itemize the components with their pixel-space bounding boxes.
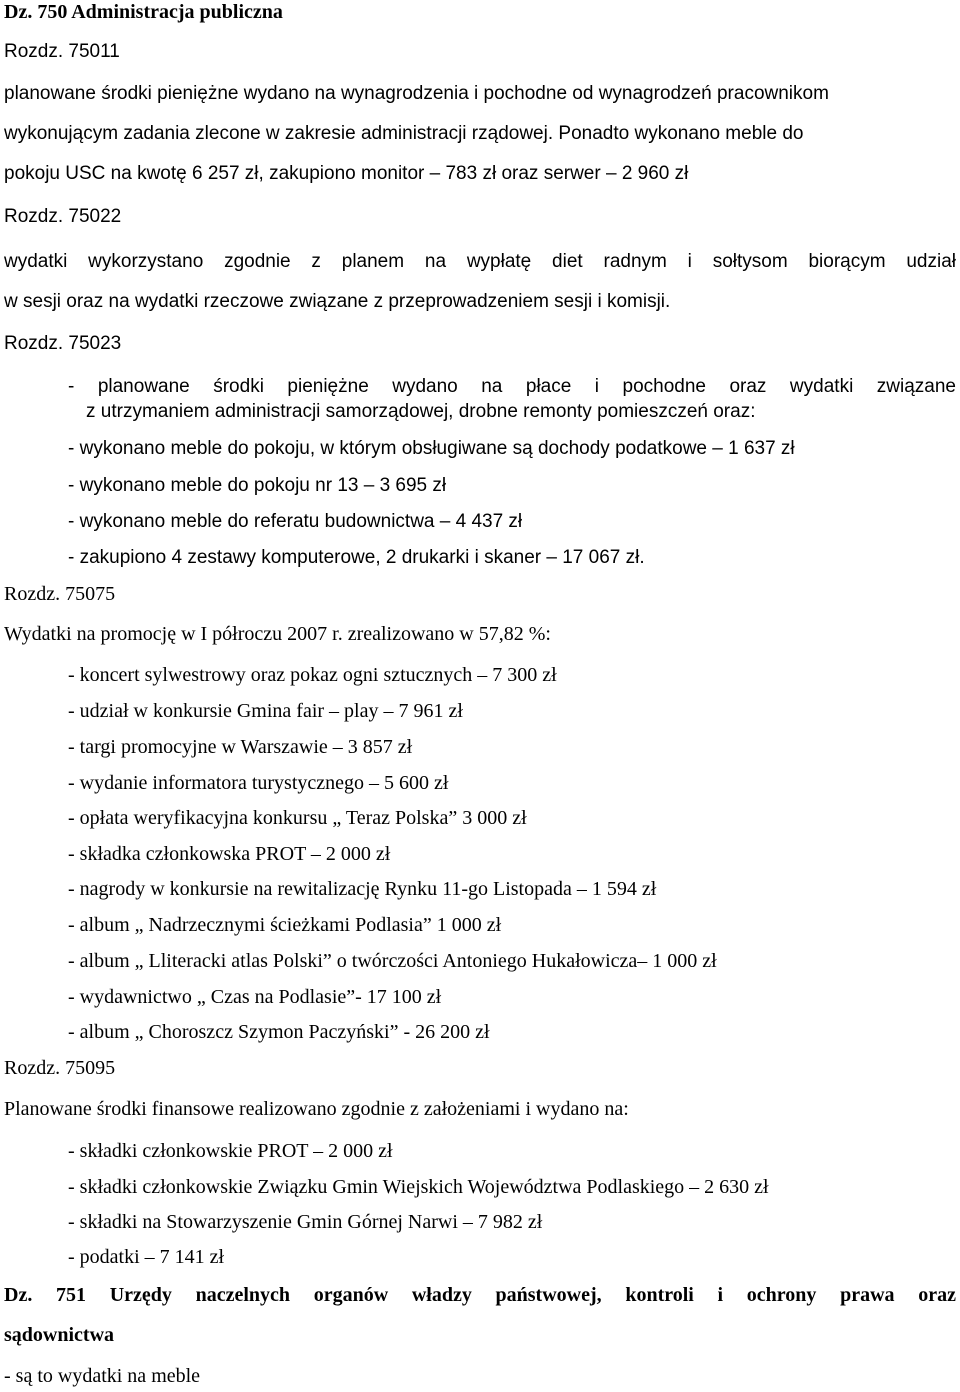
list-item: - wykonano meble do referatu budownictwa – 4 437 zł — [68, 511, 523, 532]
chapter-label-75075: Rozdz. 75075 — [4, 583, 116, 605]
chapter-label-75022: Rozdz. 75022 — [4, 206, 122, 227]
list-item: - album „ Choroszcz Szymon Paczyński” - 26 200 zł — [68, 1021, 490, 1043]
list-item: - udział w konkursie Gmina fair – play – 7 961 zł — [68, 700, 463, 722]
list-item: - zakupiono 4 zestawy komputerowe, 2 drukarki i skaner – 17 067 zł. — [68, 547, 645, 568]
list-item: - album „ Lliteracki atlas Polski” o twórczości Antoniego Hukałowicza– 1 000 zł — [68, 950, 717, 972]
paragraph-line: wykonującym zadania zlecone w zakresie administracji rządowej. Ponadto wykonano meble do — [4, 123, 804, 144]
section-heading-dz751-cont: sądownictwa — [4, 1324, 115, 1346]
list-item: - składki na Stowarzyszenie Gmin Górnej Narwi – 7 982 zł — [68, 1211, 543, 1233]
chapter-label-75095: Rozdz. 75095 — [4, 1057, 116, 1079]
list-item: - wykonano meble do pokoju, w którym obsługiwane są dochody podatkowe – 1 637 zł — [68, 438, 795, 459]
section-heading-dz750: Dz. 750 Administracja publiczna — [4, 1, 283, 23]
section-heading-dz751: Dz. 751 Urzędy naczelnych organów władzy państwowej, kontroli i ochrony prawa oraz — [4, 1284, 956, 1306]
list-item: - podatki – 7 141 zł — [68, 1246, 225, 1268]
paragraph-line: wydatki wykorzystano zgodnie z planem na wypłatę diet radnym i sołtysom biorącym udział — [4, 251, 956, 272]
paragraph-line: Planowane środki finansowe realizowano zgodnie z założeniami i wydano na: — [4, 1098, 629, 1120]
chapter-label-75011: Rozdz. 75011 — [4, 41, 120, 62]
paragraph-line: pokoju USC na kwotę 6 257 zł, zakupiono monitor – 783 zł oraz serwer – 2 960 zł — [4, 163, 689, 184]
paragraph-line: - planowane środki pieniężne wydano na płace i pochodne oraz wydatki związane — [68, 376, 956, 397]
chapter-label-75023: Rozdz. 75023 — [4, 333, 122, 354]
list-item: - wydawnictwo „ Czas na Podlasie”- 17 100 zł — [68, 986, 442, 1008]
paragraph-line: z utrzymaniem administracji samorządowej, drobne remonty pomieszczeń oraz: — [86, 401, 756, 422]
list-item: - składka członkowska PROT – 2 000 zł — [68, 843, 391, 865]
paragraph-line: Wydatki na promocję w I półroczu 2007 r. zrealizowano w 57,82 %: — [4, 623, 551, 645]
paragraph-line: - są to wydatki na meble — [4, 1365, 201, 1387]
list-item: - targi promocyjne w Warszawie – 3 857 zł — [68, 736, 413, 758]
list-item: - album „ Nadrzecznymi ścieżkami Podlasia” 1 000 zł — [68, 914, 502, 936]
list-item: - opłata weryfikacyjna konkursu „ Teraz Polska” 3 000 zł — [68, 807, 527, 829]
list-item: - wykonano meble do pokoju nr 13 – 3 695 zł — [68, 475, 447, 496]
list-item: - składki członkowskie PROT – 2 000 zł — [68, 1140, 393, 1162]
paragraph-line: w sesji oraz na wydatki rzeczowe związane z przeprowadzeniem sesji i komisji. — [4, 291, 671, 312]
list-item: - koncert sylwestrowy oraz pokaz ogni sztucznych – 7 300 zł — [68, 664, 557, 686]
list-item: - składki członkowskie Związku Gmin Wiejskich Województwa Podlaskiego – 2 630 zł — [68, 1176, 769, 1198]
paragraph-line: planowane środki pieniężne wydano na wynagrodzenia i pochodne od wynagrodzeń pracownikom — [4, 83, 829, 104]
list-item: - wydanie informatora turystycznego – 5 600 zł — [68, 772, 449, 794]
list-item: - nagrody w konkursie na rewitalizację Rynku 11-go Listopada – 1 594 zł — [68, 878, 657, 900]
